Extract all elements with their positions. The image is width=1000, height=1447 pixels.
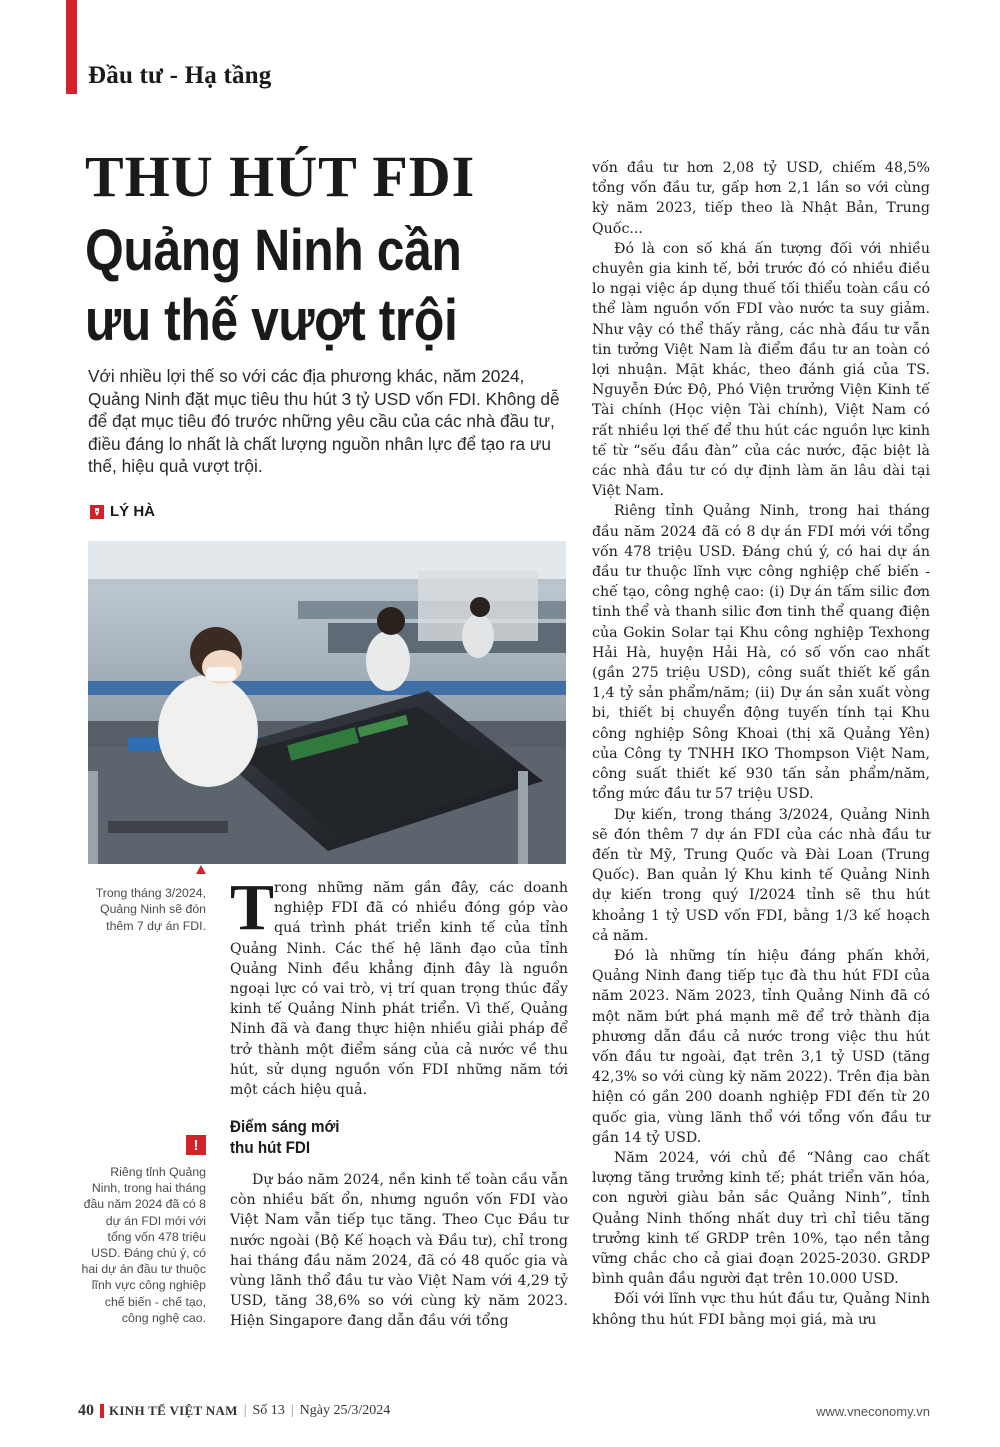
headline-kicker: THU HÚT FDI bbox=[85, 144, 476, 209]
body-paragraph: Đó là con số khá ấn tượng đối với nhiều chuyên gia kinh tế, bởi trước đó có nhiều điều lo ngại việc áp dụng thuế tối thiểu toàn cầu có thể làm nguồn vốn FDI vào nước ta suy giảm. Như vậy có thể thấy rằng, các nhà đầu tư vẫn tin tưởng Việt Nam là điểm đầu tư an toàn có lợi nhuận. Mặt khác, theo đánh giá của TS. Nguyễn Đức Độ, Phó Viện trưởng Viện Kinh tế Tài chính (Học viện Tài chính), Việt Nam có rất nhiều lợi thế để thu hút các nguồn lực kinh tế từ “sếu đầu đàn” của các nước, đặc biệt là các nhà đầu tư có dự định làm ăn lâu dài tại Việt Nam. bbox=[592, 240, 930, 500]
footer-separator: | bbox=[290, 1403, 294, 1418]
pen-icon bbox=[90, 505, 104, 519]
author-name: LÝ HÀ bbox=[110, 503, 155, 520]
article-column-middle-bottom bbox=[230, 1170, 568, 1332]
body-paragraph: Năm 2024, với chủ đề “Nâng cao chất lượng tăng trưởng kinh tế; phát triển văn hóa, con người giàu bản sắc Quảng Ninh”, tỉnh Quảng Ninh thống nhất duy trì chỉ tiêu tăng trưởng kinh tế GRDP trên 10%, tạo nền tảng vững chắc cho cả giai đoạn 2025-2030. GRDP bình quân đầu người đạt trên 10.000 USD. bbox=[592, 1149, 930, 1288]
body-paragraph: Dự kiến, trong tháng 3/2024, Quảng Ninh sẽ đón thêm 7 dự án FDI của các nhà đầu tư đến từ Mỹ, Trung Quốc và Đài Loan (Trung Quốc). Ban quản lý Khu kinh tế Quảng Ninh dự kiến trong quý I/2024 tỉnh sẽ thu hút khoảng 1 tỷ USD vốn FDI, bằng 1/3 kế hoạch cả năm. bbox=[592, 806, 930, 944]
subheading-line-1: Điểm sáng mới bbox=[230, 1118, 340, 1136]
section-accent-bar bbox=[66, 0, 77, 94]
body-paragraph-intro bbox=[230, 871, 568, 1100]
body-paragraph: Riêng tỉnh Quảng Ninh, trong hai tháng đầu năm 2024 đã có 8 dự án FDI mới với tổng vốn 478 triệu USD. Đáng chú ý, có hai dự án đầu tư thuộc lĩnh vực công nghiệp chế biến - chế tạo, công nghệ cao: (i) Dự án tấm silic đơn tinh thể và thanh silic đơn tinh thể quang điện của Gokin Solar tại Khu công nghiệp Texhong Hải Hà, huyện Hải Hà, có số vốn cao nhất (gần 275 triệu USD), công suất thiết kế gần 1,4 tỷ sản phẩm/năm; (ii) Dự án sản xuất vòng bi, thiết bị chuyển động tuyến tính tại Khu công nghiệp Sông Khoai (thị xã Quảng Yên) của Công ty TNHH IKO Thompson Việt Nam, công suất thiết kế 930 tấn sản phẩm/năm, tổng mức đầu tư 57 triệu USD. bbox=[592, 503, 930, 803]
alert-icon: ! bbox=[186, 1135, 206, 1155]
magazine-name: KINH TẾ VIỆT NAM bbox=[109, 1403, 238, 1418]
article-column-middle-top bbox=[230, 871, 568, 1100]
article-lede: Với nhiều lợi thế so với các địa phương khác, năm 2024, Quảng Ninh đặt mục tiêu thu hút 3 tỷ USD vốn FDI. Không dễ để đạt mục tiêu đó trước những yêu cầu của các nhà đầu tư, điều đáng lo nhất là chất lượng nguồn nhân lực để tạo ra ưu thế, hiệu quả vượt trội. bbox=[88, 366, 560, 477]
section-subheading bbox=[230, 1117, 349, 1159]
intro-text: rong những năm gần đây, các doanh nghiệp FDI đã có nhiều đóng góp vào quá trình phát triển kinh tế của tỉnh Quảng Ninh. Các thế hệ lãnh đạo của tỉnh Quảng Ninh đều khẳng định đây là nguồn ngoại lực có vai trò, vị trí quan trọng thúc đẩy kinh tế Quảng Ninh phát triển. Vì thế, Quảng Ninh đã và đang thực hiện nhiều giải pháp để trở thành một điểm sáng của cả nước về thu hút, sử dụng nguồn vốn FDI những năm tới một cách hiệu quả. bbox=[230, 880, 568, 1099]
footer-accent-mark bbox=[100, 1404, 104, 1418]
subheading-line-2: thu hút FDI bbox=[230, 1139, 311, 1157]
article-photo bbox=[88, 541, 566, 864]
footer-separator: | bbox=[243, 1403, 247, 1418]
byline bbox=[90, 503, 155, 520]
caption-marker-icon bbox=[196, 865, 206, 874]
headline-line-1: Quảng Ninh cần bbox=[85, 218, 462, 283]
body-paragraph: Dự báo năm 2024, nền kinh tế toàn cầu vẫn còn nhiều bất ổn, nhưng nguồn vốn FDI vào Việt Nam vẫn tiếp tục tăng. Theo Cục Đầu tư nước ngoài (Bộ Kế hoạch và Đầu tư), chỉ trong hai tháng đầu năm 2024, đã có 48 quốc gia và vùng lãnh thổ đầu tư vào Việt Nam với 4,29 tỷ USD, tăng 38,6% so với cùng kỳ năm 2023. Hiện Singapore đang dẫn đầu với tổng bbox=[230, 1172, 568, 1330]
section-label: Đầu tư - Hạ tầng bbox=[88, 62, 272, 89]
page-number: 40 bbox=[78, 1402, 94, 1419]
headline-line-2: ưu thế vượt trội bbox=[85, 288, 458, 353]
photo-caption: Trong tháng 3/2024, Quảng Ninh sẽ đón thêm 7 dự án FDI. bbox=[95, 886, 206, 933]
issue-number: Số 13 bbox=[252, 1403, 285, 1418]
body-paragraph: vốn đầu tư hơn 2,08 tỷ USD, chiếm 48,5% tổng vốn đầu tư, gấp hơn 2,1 lần so với cùng kỳ năm 2023, tiếp theo là Nhật Bản, Trung Quốc... bbox=[592, 160, 930, 237]
page-footer bbox=[78, 1401, 930, 1421]
body-paragraph: Đối với lĩnh vực thu hút đầu tư, Quảng Ninh không thu hút FDI bằng mọi giá, mà ưu bbox=[592, 1291, 930, 1328]
body-paragraph: Đó là những tín hiệu đáng phấn khởi, Quảng Ninh đang tiếp tục đà thu hút FDI của năm 2023. Năm 2023, tỉnh Quảng Ninh đã có một năm bứt phá mạnh mẽ để trở thành địa phương dẫn đầu cả nước trong việc thu hút vốn đầu tư ngoài, đạt trên 3,1 tỷ USD (tăng 42,3% so với cùng kỳ năm 2022). Trên địa bàn hiện có gần 200 doanh nghiệp FDI đến từ 20 quốc gia, vùng lãnh thổ với tổng vốn đầu tư gần 14 tỷ USD. bbox=[592, 947, 930, 1146]
website-link[interactable]: www.vneconomy.vn bbox=[816, 1403, 930, 1419]
issue-date: Ngày 25/3/2024 bbox=[299, 1403, 391, 1418]
article-column-right bbox=[592, 158, 930, 1330]
drop-cap: T bbox=[230, 871, 275, 944]
pull-quote: Riêng tỉnh Quảng Ninh, trong hai tháng đầu năm 2024 đã có 8 dự án FDI mới với tổng vốn 478 triệu USD. Đáng chú ý, có hai dự án đầu tư thuộc lĩnh vực công nghiệp chế biến - chế tạo, công nghệ cao. bbox=[81, 1165, 206, 1325]
